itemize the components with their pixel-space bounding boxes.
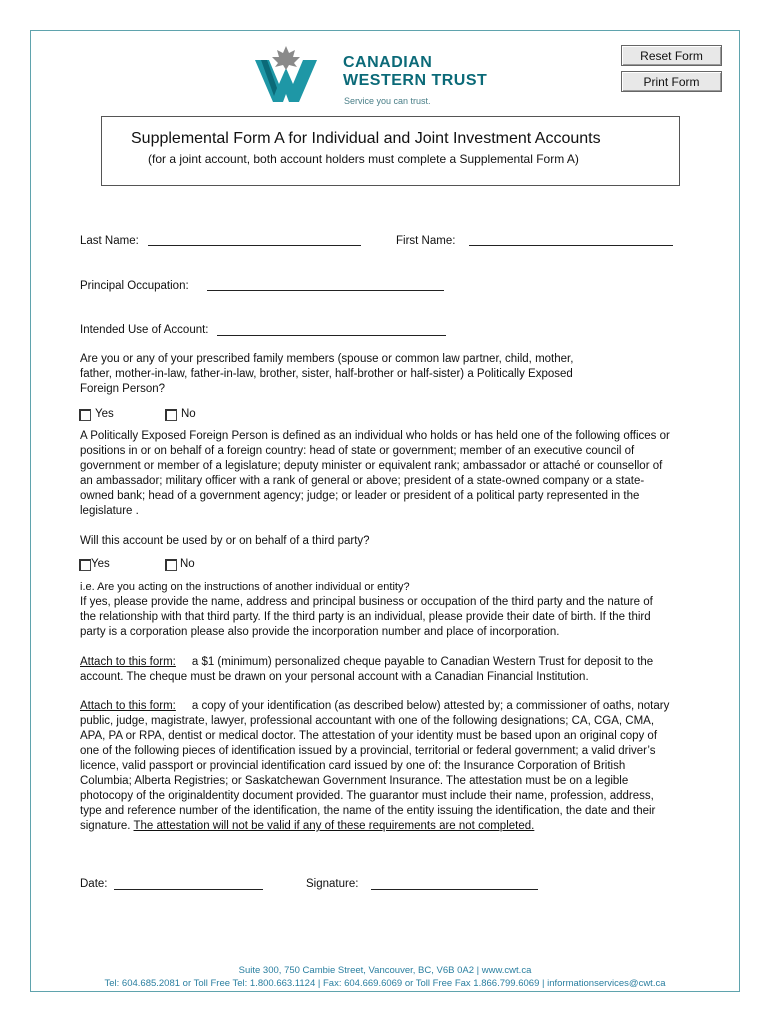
last-name-field[interactable] xyxy=(148,245,361,246)
third-party-no-checkbox[interactable] xyxy=(165,559,177,571)
intended-use-label: Intended Use of Account: xyxy=(80,324,209,336)
third-party-yes-label: Yes xyxy=(91,558,110,570)
third-party-no-label: No xyxy=(180,558,195,570)
footer-contact: Tel: 604.685.2081 or Toll Free Tel: 1.800.663.1124 | Fax: 604.669.6069 or Toll Free Fax 1.866.799.6069 | informationservices@cwt.ca xyxy=(104,978,666,989)
page-subtitle: (for a joint account, both account holders must complete a Supplemental Form A) xyxy=(148,152,579,166)
pep-no-checkbox[interactable] xyxy=(165,409,177,421)
attach-cheque-label: Attach to this form: xyxy=(80,656,176,668)
attach-cheque-paragraph xyxy=(80,655,670,685)
date-label: Date: xyxy=(80,878,108,890)
third-party-question: Will this account be used by or on behalf of a third party? xyxy=(80,535,370,547)
attach-id-label: Attach to this form: xyxy=(80,700,176,712)
logo-tagline: Service you can trust. xyxy=(344,96,431,106)
logo-name-line1: CANADIAN xyxy=(343,54,433,71)
attestation-warning: The attestation will not be valid if any of these requirements are not completed. xyxy=(133,820,535,832)
attach-id-text: a copy of your identification (as described below) attested by; a commissioner of oaths, notary public, judge, magistrate, lawyer, professional accountant with one of the following designations; CA, CGA, CMA, APA, PA or RPA, dentist or medical doctor. The attestation of your identity must be based upon an original copy of one of the following pieces of identification issued by a provincial, territorial or federal government; a valid driver’s licence, valid passport or provincial identification card issued by one of: the Insurance Corporation of British Columbia; Alberta Registries; or Saskatchewan Government Insurance. The attestation must be on a legible photocopy of the originaldentity document provided. The guarantor must include their name, profession, address, type and reference number of the identification, the name of the entity issuing the identification, the date and their signature. xyxy=(80,700,670,832)
third-party-yes-checkbox[interactable] xyxy=(79,559,91,571)
attach-id-paragraph xyxy=(80,699,670,834)
third-party-ie: i.e. Are you acting on the instructions of another individual or entity? xyxy=(80,581,410,593)
date-field[interactable] xyxy=(114,889,263,890)
first-name-label: First Name: xyxy=(396,235,456,247)
print-form-button[interactable]: Print Form xyxy=(621,71,722,92)
signature-label: Signature: xyxy=(306,878,359,890)
attach-cheque-text: a $1 (minimum) personalized cheque payable to Canadian Western Trust for deposit to the account. The cheque must be drawn on your personal account with a Canadian Financial Institution. xyxy=(80,656,654,683)
pep-definition: A Politically Exposed Foreign Person is defined as an individual who holds or has held one of the following offices or positions in or on behalf of a foreign country: head of state or government; member of an executive council of government or member of a legislature; deputy minister or equivalent rank; ambassador or attaché or counsellor of an ambassador; military officer with a rank of general or above; president of a state-owned company or a state-owned bank; head of a government agency; judge; or leader or president of a political party represented in the legislature . xyxy=(80,430,670,517)
pep-question: Are you or any of your prescribed family members (spouse or common law partner, child, mother, father, mother-in-law, father-in-law, brother, sister, half-brother or half-sister) a Politically Exposed Foreign Person? xyxy=(80,353,574,395)
intended-use-field[interactable] xyxy=(217,335,446,336)
pep-no-label: No xyxy=(181,408,196,420)
signature-field[interactable] xyxy=(371,889,538,890)
third-party-detail: If yes, please provide the name, address and principal business or occupation of the third party and the nature of the relationship with that third party. If the third party is an individual, please provide their date of birth. If the third party is a corporation please also provide the incorporation number and place of incorporation. xyxy=(80,596,653,638)
pep-yes-label: Yes xyxy=(95,408,114,420)
occupation-label: Principal Occupation: xyxy=(80,280,189,292)
occupation-field[interactable] xyxy=(207,290,444,291)
last-name-label: Last Name: xyxy=(80,235,139,247)
logo-name-line2: WESTERN TRUST xyxy=(343,72,488,89)
pep-yes-checkbox[interactable] xyxy=(79,409,91,421)
page-title: Supplemental Form A for Individual and Joint Investment Accounts xyxy=(131,130,601,147)
footer-address: Suite 300, 750 Cambie Street, Vancouver, BC, V6B 0A2 | www.cwt.ca xyxy=(238,965,532,976)
title-box xyxy=(101,116,680,186)
reset-form-button[interactable]: Reset Form xyxy=(621,45,722,66)
first-name-field[interactable] xyxy=(469,245,673,246)
